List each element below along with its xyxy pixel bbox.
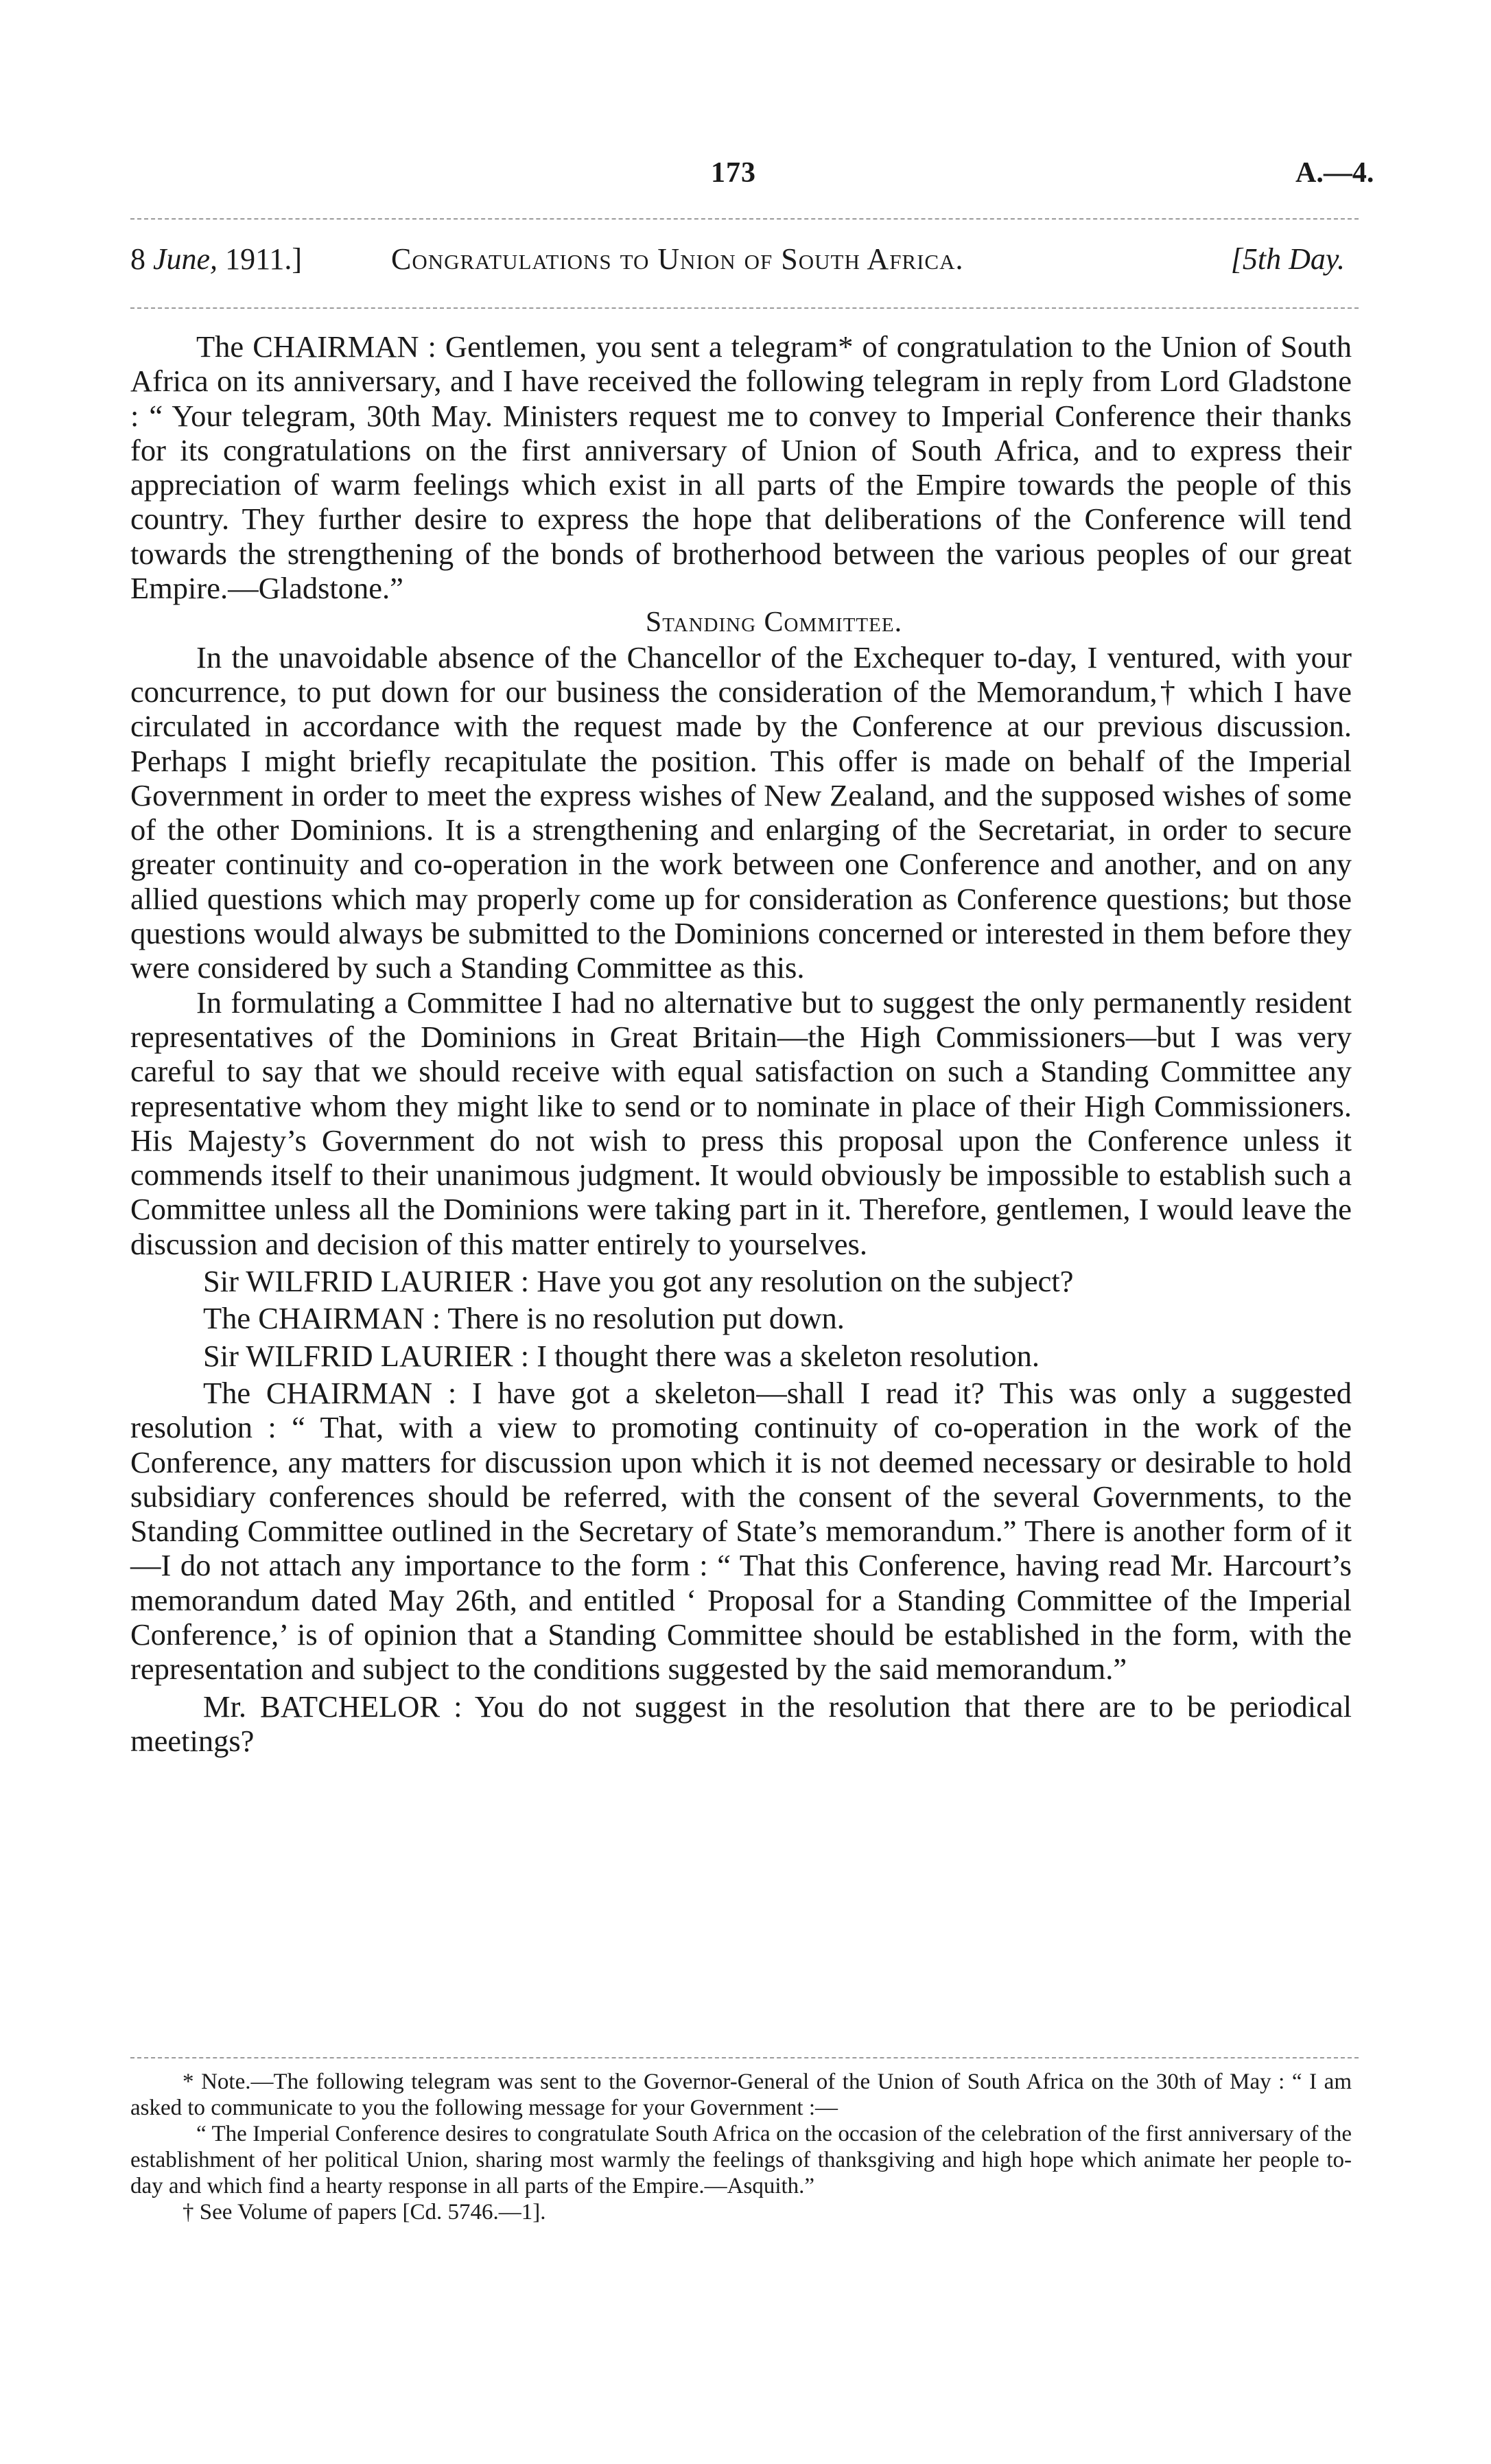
- head-rule: [130, 307, 1359, 309]
- date-day: 8: [130, 242, 145, 276]
- footnote-telegram: * Note.—The following telegram was sent to the Governor-General of the Union of South Africa on the 30th of May : “ I am asked to communicate to you the following message for your Government :—: [130, 2069, 1352, 2120]
- paragraph-chairman-telegram: The CHAIRMAN : Gentlemen, you sent a telegram* of congratulation to the Union of South Africa on its anniversary, and I have received the following telegram in reply from Lord Gladstone : “ Your telegram, 30th May. Ministers request me to convey to Imperial Conference their thanks for its congratulations on the first anniversary of Union of South Africa, and to express their appreciation of warm feelings which exist in all parts of the Empire towards the people of this country. They further desire to express the hope that deliberations of the Conference will tend towards the strengthening of the bonds of brotherhood between the various peoples of our great Empire.—Gladstone.”: [130, 329, 1352, 606]
- footnote-rule: [130, 2057, 1359, 2058]
- date-month: June,: [153, 242, 218, 276]
- document-reference: A.—4.: [1295, 157, 1374, 189]
- body-text: [130, 329, 1352, 1758]
- paragraph-laurier-skeleton: Sir WILFRID LAURIER : I thought there was a skeleton resolution.: [203, 1338, 1040, 1373]
- paragraph-chairman-resolution: The CHAIRMAN : I have got a skeleton—shall I read it? This was only a suggested resolution : “ That, with a view to promoting continuity of co-operation in the work of the Conference, any matters for discussion upon which it is not deemed necessary or desirable to hold subsidiary conferences should be referred, with the consent of the several Governments, to the Standing Committee outlined in the Secretary of State’s memorandum.” There is another form of it—I do not attach any importance to the form : “ That this Conference, having read Mr. Harcourt’s memorandum dated May 26th, and entitled ‘ Proposal for a Standing Committee of the Imperial Conference,’ is of opinion that a Standing Committee should be established in the form, with the representation and subject to the conditions suggested by the said memorandum.”: [130, 1375, 1352, 1687]
- date-year: 1911.]: [225, 242, 303, 276]
- running-head-date: [130, 242, 302, 277]
- running-head-day: [5th Day.: [1230, 242, 1345, 276]
- running-head-title: Congratulations to Union of South Africa.: [391, 242, 964, 276]
- running-head: [130, 242, 1352, 283]
- footnotes: [130, 2069, 1352, 2225]
- page-number: 173: [711, 157, 756, 189]
- footnote-papers: † See Volume of papers [Cd. 5746.—1].: [183, 2200, 546, 2225]
- paragraph-batchelor: Mr. BATCHELOR : You do not suggest in the resolution that there are to be periodical meetings?: [130, 1689, 1352, 1758]
- paragraph-standing-committee: In the unavoidable absence of the Chancellor of the Exchequer to-day, I ventured, with your concurrence, to put down for our business the consideration of the Memorandum,† which I have circulated in accordance with the request made by the Conference at our previous discussion. Perhaps I might briefly recapitulate the position. This offer is made on behalf of the Imperial Government in order to meet the express wishes of New Zealand, and the supposed wishes of some of the other Dominions. It is a strengthening and enlarging of the Secretariat, in order to secure greater continuity and co-operation in the work between one Conference and another, and on any allied questions which may properly come up for consideration as Conference questions; but those questions would always be submitted to the Dominions concerned or interested in them before they were considered by such a Standing Committee as this.: [130, 640, 1352, 985]
- section-heading: Standing Committee.: [645, 607, 903, 639]
- paragraph-formulating: In formulating a Committee I had no alternative but to suggest the only permanently resident representatives of the Dominions in Great Britain—the High Commissioners—but I was very careful to say that we should receive with equal satisfaction on such a Standing Committee any representative whom they might like to send or to nominate in place of their High Commissioners. His Majesty’s Government do not wish to press this proposal upon the Conference unless it commends itself to their unanimous judgment. It would obviously be impossible to establish such a Committee unless all the Dominions were taking part in it. Therefore, gentlemen, I would leave the discussion and decision of this matter entirely to yourselves.: [130, 985, 1352, 1261]
- footnote-telegram-quote: “ The Imperial Conference desires to congratulate South Africa on the occasion of the celebration of the first anniversary of the establishment of her political Union, sharing most warmly the feelings of thanksgiving and high hope which animate her people to-day and which find a hearty response in all parts of the Empire.—Asquith.”: [130, 2122, 1352, 2198]
- paragraph-chairman-reply: The CHAIRMAN : There is no resolution put down.: [203, 1301, 845, 1336]
- paragraph-laurier-question: Sir WILFRID LAURIER : Have you got any resolution on the subject?: [203, 1264, 1074, 1299]
- top-rule: [130, 218, 1359, 220]
